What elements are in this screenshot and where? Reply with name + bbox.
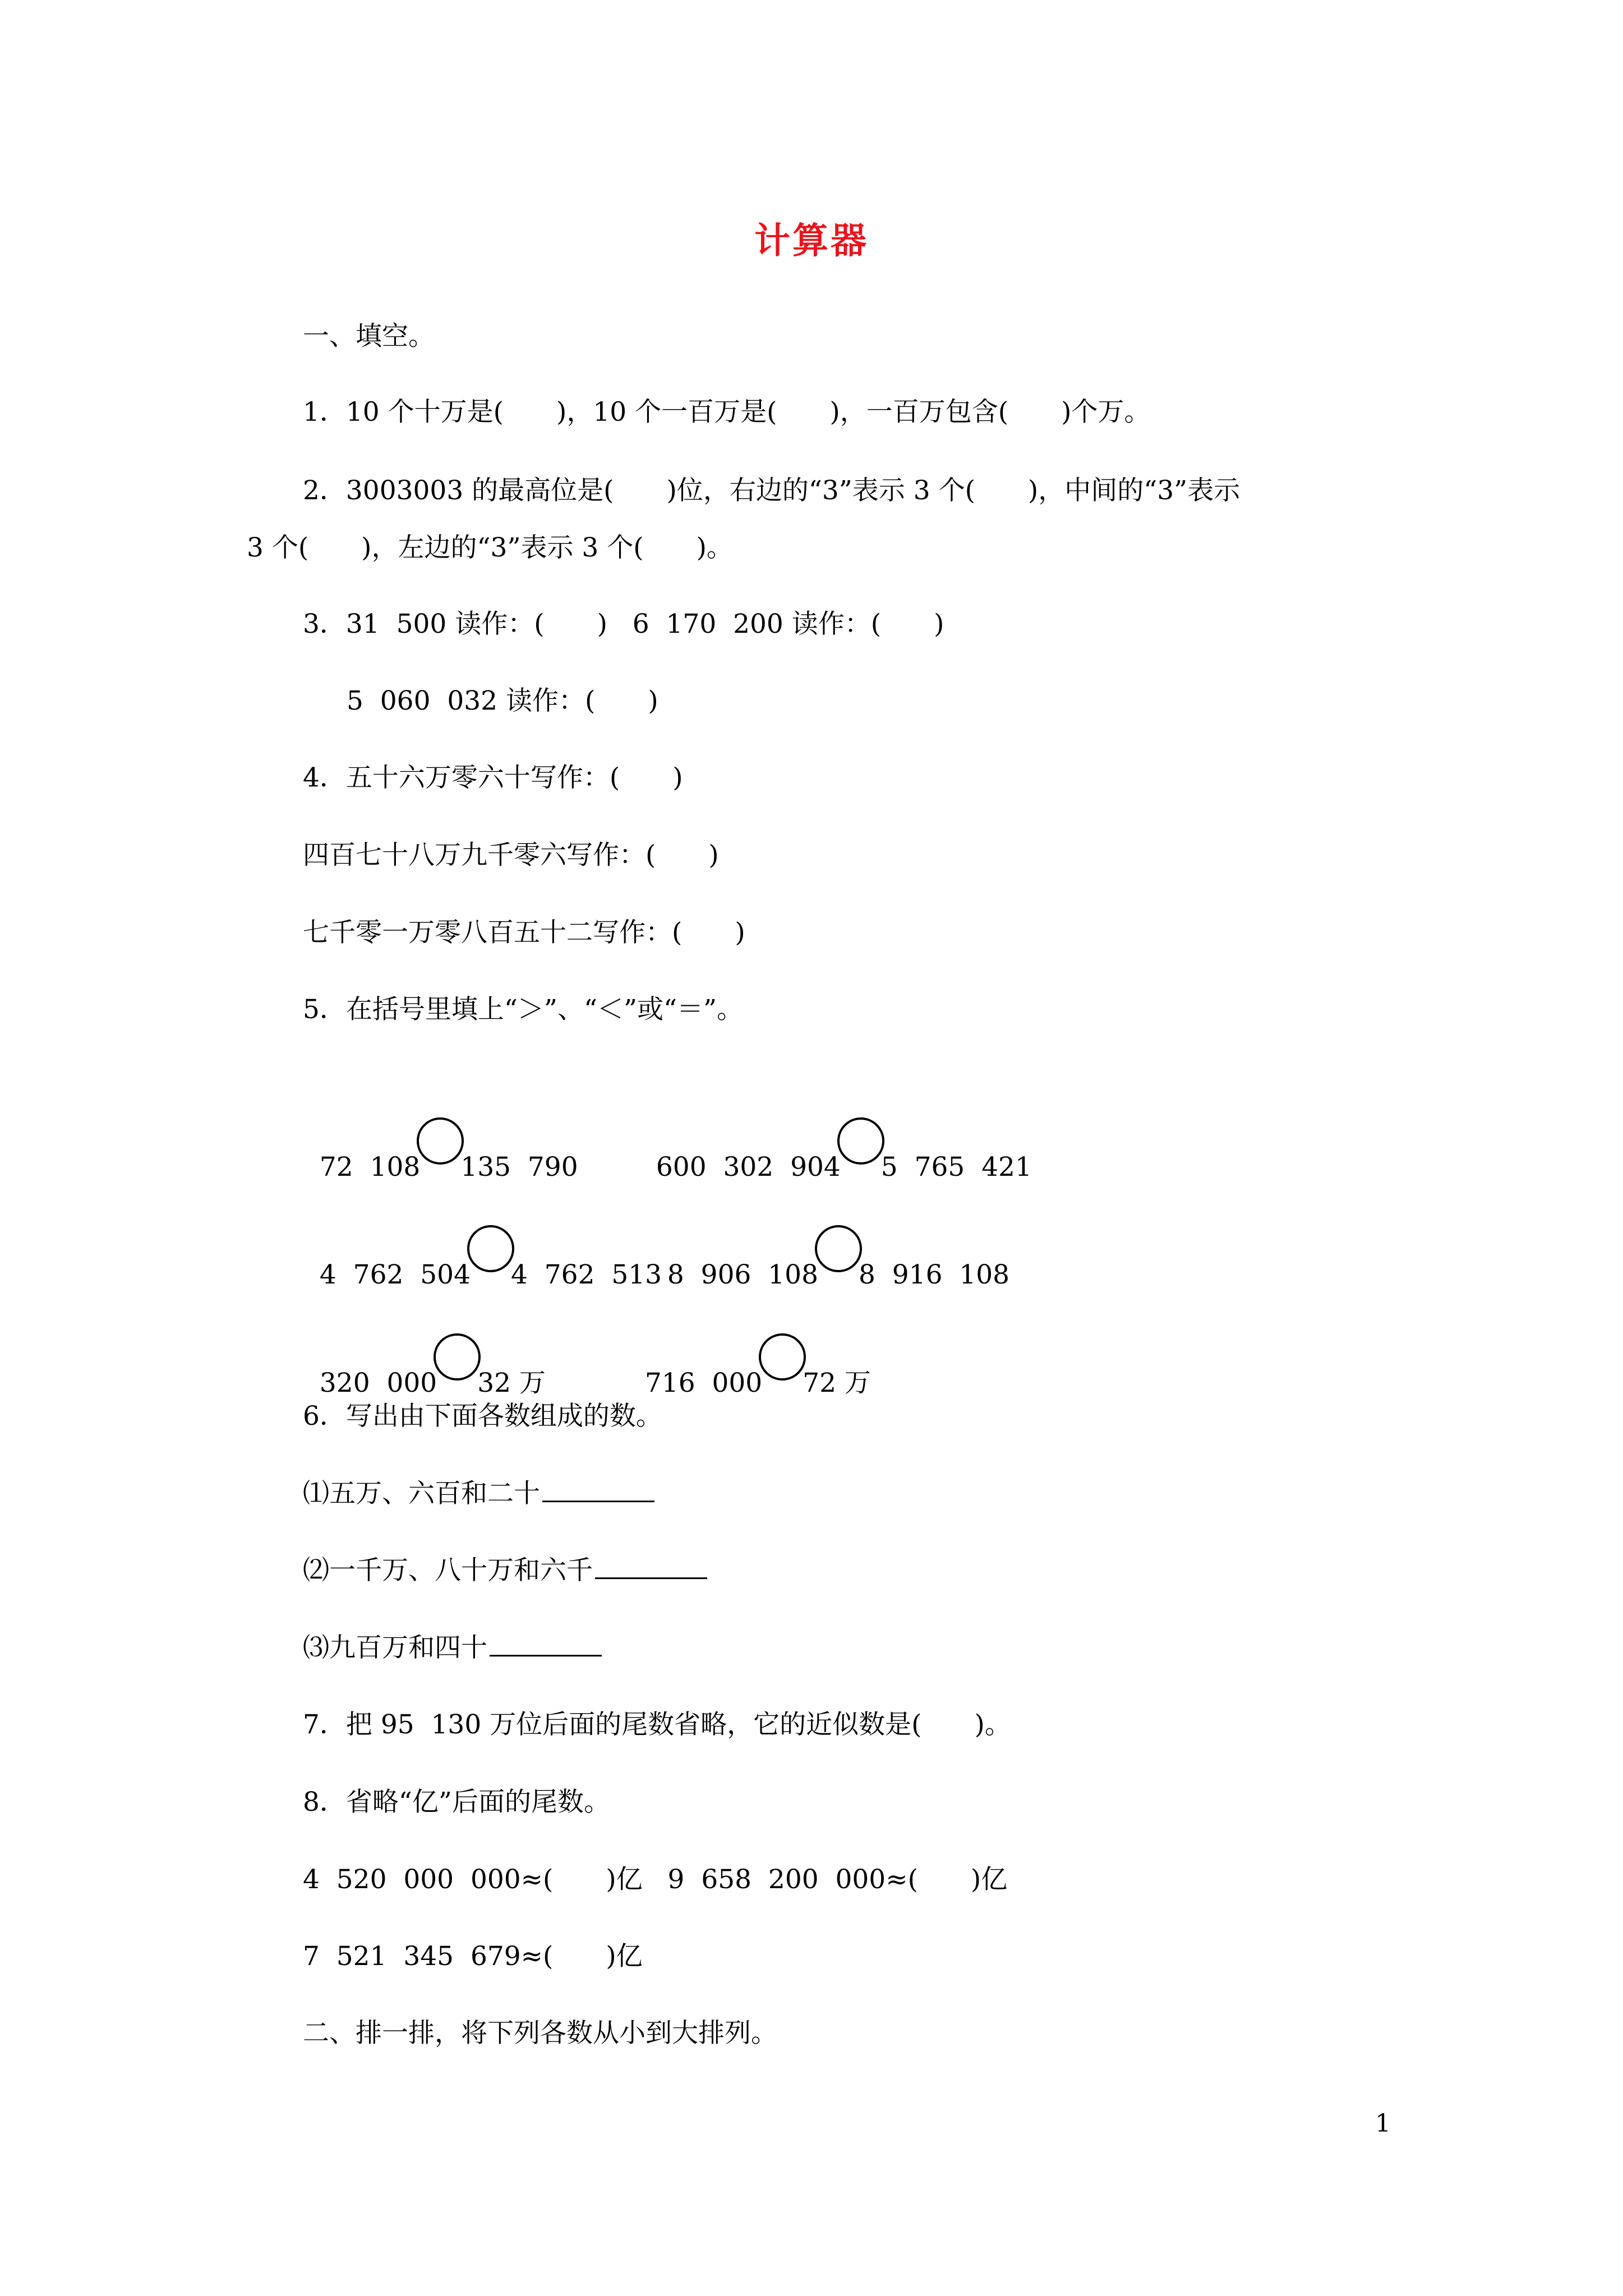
compare-left: 8 906 108 xyxy=(667,1259,818,1290)
compare-right: 32 万 xyxy=(477,1368,546,1398)
question-4-line-2: 四百七十八万九千零六写作：( ) xyxy=(303,840,719,871)
compare-left: 72 108 xyxy=(319,1152,421,1182)
question-8: 8．省略“亿”后面的尾数。 xyxy=(303,1787,610,1818)
question-8-line-1: 4 520 000 000≈( )亿 9 658 200 000≈( )亿 xyxy=(303,1864,1008,1895)
compare-left: 320 000 xyxy=(319,1368,437,1398)
compare-circle[interactable] xyxy=(759,1333,806,1381)
question-7: 7．把 95 130 万位后面的尾数省略，它的近似数是( )。 xyxy=(303,1709,1011,1740)
compare-circle[interactable] xyxy=(417,1117,464,1165)
compare-left: 716 000 xyxy=(644,1368,763,1398)
compare-item xyxy=(303,1207,662,1295)
compare-item xyxy=(303,1315,546,1403)
section-heading-2: 二、排一排，将下列各数从小到大排列。 xyxy=(303,2018,777,2049)
compare-right: 4 762 513 xyxy=(510,1259,662,1290)
compare-circle[interactable] xyxy=(815,1225,862,1272)
question-6-item-2 xyxy=(303,1551,707,1590)
compare-item xyxy=(628,1315,871,1403)
page-title: 计算器 xyxy=(754,220,869,262)
answer-blank[interactable] xyxy=(595,1555,707,1579)
compare-right: 135 790 xyxy=(460,1152,578,1182)
compare-item xyxy=(303,1099,578,1187)
compare-circle[interactable] xyxy=(434,1333,481,1381)
compare-item xyxy=(639,1099,1032,1187)
answer-blank[interactable] xyxy=(490,1632,602,1657)
question-6-item-3 xyxy=(303,1628,602,1668)
question-3-line-2: 5 060 032 读作：( ) xyxy=(347,685,658,716)
compare-circle[interactable] xyxy=(467,1225,514,1272)
answer-blank[interactable] xyxy=(542,1478,654,1502)
compare-right: 5 765 421 xyxy=(880,1152,1032,1182)
question-2-line-1: 2．3003003 的最高位是( )位，右边的“3”表示 3 个( )，中间的“3”表示 xyxy=(303,475,1241,506)
question-4-line-1: 4．五十六万零六十写作：( ) xyxy=(303,762,683,793)
question-1: 1．10 个十万是( )，10 个一百万是( )，一百万包含( )个万。 xyxy=(303,397,1151,427)
question-4-line-3: 七千零一万零八百五十二写作：( ) xyxy=(303,917,745,948)
question-8-line-2: 7 521 345 679≈( )亿 xyxy=(303,1941,643,1972)
section-heading-1: 一、填空。 xyxy=(303,321,435,352)
question-3-line-1: 3．31 500 读作：( ) 6 170 200 读作：( ) xyxy=(303,609,944,639)
question-6-item-1 xyxy=(303,1474,654,1513)
compare-right: 8 916 108 xyxy=(858,1259,1010,1290)
compare-circle[interactable] xyxy=(837,1117,884,1165)
question-6: 6．写出由下面各数组成的数。 xyxy=(303,1401,662,1432)
compare-left: 600 302 904 xyxy=(656,1152,841,1182)
compare-right: 72 万 xyxy=(803,1368,871,1398)
question-6-item-1-text: ⑴五万、六百和二十 xyxy=(303,1478,540,1509)
compare-left: 4 762 504 xyxy=(319,1259,471,1290)
compare-item xyxy=(651,1207,1009,1295)
question-5: 5．在括号里填上“＞”、“＜”或“＝”。 xyxy=(303,994,744,1025)
question-6-item-2-text: ⑵一千万、八十万和六千 xyxy=(303,1555,593,1586)
page-number: 1 xyxy=(1375,2109,1391,2138)
question-6-item-3-text: ⑶九百万和四十 xyxy=(303,1632,487,1663)
question-2-line-2: 3 个( )，左边的“3”表示 3 个( )。 xyxy=(247,532,733,563)
